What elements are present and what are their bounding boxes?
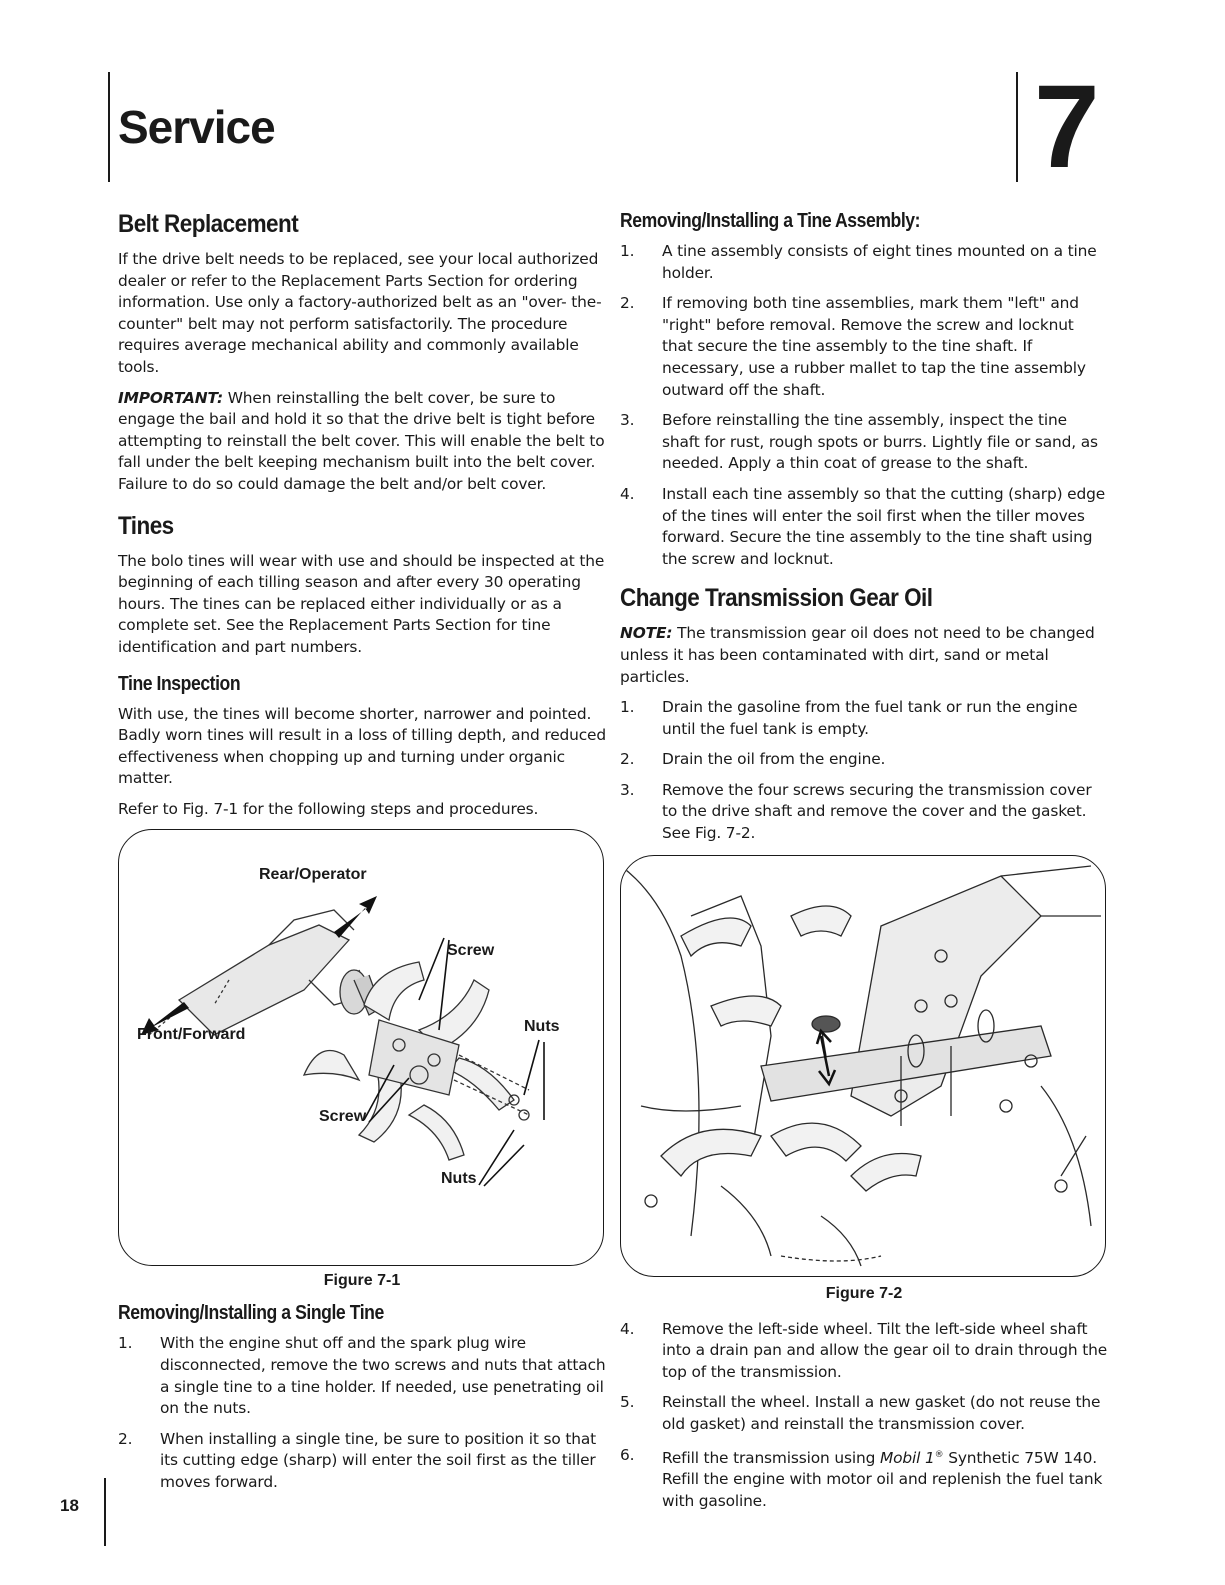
note-text: The transmission gear oil does not need to be changed unless it has been contaminated with dirt, sand or metal particles.	[620, 624, 1095, 686]
important-label: IMPORTANT:	[118, 388, 223, 407]
single-tine-steps	[118, 1333, 606, 1493]
list-item: 3. Before reinstalling the tine assembly, inspect the tine shaft for rust, rough spots or burrs. Lightly file or sand, as needed. Apply a thin coat of grease to the shaft.	[620, 411, 1098, 473]
figure-7-2-caption: Figure 7-2	[825, 1284, 903, 1302]
gear-oil-steps-a	[620, 697, 1108, 845]
list-item: 1. A tine assembly consists of eight tines mounted on a tine holder.	[620, 242, 1097, 282]
transmission-illustration	[621, 856, 1105, 1276]
right-column	[620, 210, 1108, 1523]
tines-heading: Tines	[118, 511, 174, 540]
figure-7-1	[118, 829, 604, 1266]
gear-oil-heading: Change Transmission Gear Oil	[620, 584, 933, 613]
rear-operator-label: Rear/Operator	[259, 866, 367, 884]
list-item: 4. Install each tine assembly so that the cutting (sharp) edge of the tines will enter the soil first when the tiller moves forward. Secure the tine assembly to the tine shaft using the screw and locknut.	[620, 484, 1106, 568]
important-paragraph	[118, 388, 606, 496]
tine-assembly-steps	[620, 241, 1108, 570]
tine-assembly-heading: Removing/Installing a Tine Assembly:	[620, 210, 921, 232]
tine-assembly-illustration	[119, 830, 603, 1265]
list-item: 2. If removing both tine assemblies, mark them "left" and "right" before removal. Remove the screw and locknut that secure the tine assembly to the tine shaft. If necessary, use a rubber mallet to tap the tine assembly outward off the shaft.	[620, 294, 1086, 399]
list-item: 1. Drain the gasoline from the fuel tank or run the engine until the fuel tank is empty.	[620, 698, 1078, 738]
important-text: When reinstalling the belt cover, be sure to engage the bail and hold it so that the drive belt is tight before attempting to reinstall the belt cover. This will enable the belt to fall under the belt keeping mechanism built into the belt cover. Failure to do so could damage the belt and/or belt cover.	[118, 388, 605, 493]
footer-rule	[104, 1478, 106, 1546]
figure-7-2	[620, 855, 1106, 1277]
list-item: 1. With the engine shut off and the spark plug wire disconnected, remove the two screws and nuts that attach a single tine to a tine holder. If needed, use penetrating oil on the nuts.	[118, 1334, 606, 1418]
screw-label-bottom: Screw	[319, 1108, 367, 1126]
list-item: 3. Remove the four screws securing the transmission cover to the drive shaft and remove the cover and the gasket. See Fig. 7-2.	[620, 780, 1092, 843]
list-item: 6. Refill the transmission using Mobil 1® Synthetic 75W 140. Refill the engine with motor oil and replenish the fuel tank with gasoline.	[620, 1445, 1103, 1510]
left-column	[118, 210, 606, 1504]
single-tine-heading: Removing/Installing a Single Tine	[118, 1302, 384, 1325]
gear-oil-steps-b	[620, 1319, 1108, 1513]
page-title: Service	[118, 101, 275, 153]
nuts-label-bottom: Nuts	[441, 1170, 477, 1188]
brand-name: Mobil 1	[879, 1448, 935, 1467]
nuts-label-top: Nuts	[524, 1018, 560, 1036]
list-item: 4. Remove the left-side wheel. Tilt the left-side wheel shaft into a drain pan and allow the gear oil to drain through the top of the transmission.	[620, 1319, 1108, 1381]
figure-7-1-caption: Figure 7-1	[323, 1272, 401, 1290]
inspection-paragraph: With use, the tines will become shorter, narrower and pointed. Badly worn tines will result in a loss of tilling depth, and reduced effectiveness when chopping up and turning under organic matter.	[118, 704, 606, 788]
list-item: 5. Reinstall the wheel. Install a new gasket (do not reuse the old gasket) and reinstall the transmission cover.	[620, 1393, 1101, 1434]
note-paragraph	[620, 623, 1108, 688]
header-rule-right	[1016, 72, 1018, 182]
page-number: 18	[60, 1496, 79, 1515]
belt-paragraph: If the drive belt needs to be replaced, see your local authorized dealer or refer to the Replacement Parts Section for ordering information. Use only a factory-authorized belt as an "over- the-counter" belt may not perform satisfactorily. The procedure requires average mechanical ability and commonly available tools.	[118, 250, 602, 376]
belt-replacement-heading: Belt Replacement	[118, 210, 299, 238]
front-forward-label: Front/Forward	[137, 1026, 246, 1044]
inspection-reference: Refer to Fig. 7-1 for the following steps and procedures.	[118, 799, 539, 818]
registered-mark: ®	[934, 1449, 944, 1460]
tine-inspection-heading: Tine Inspection	[118, 672, 241, 695]
note-label: NOTE:	[620, 624, 673, 643]
header-rule-left	[108, 72, 110, 182]
chapter-number: 7	[1034, 61, 1100, 193]
tines-paragraph: The bolo tines will wear with use and should be inspected at the beginning of each tilling season and after every 30 operating hours. The tines can be replaced either individually or as a complete set. See the Replacement Parts Section for tine identification and part numbers.	[118, 551, 605, 656]
screw-label-top: Screw	[447, 942, 495, 960]
list-item: 2. When installing a single tine, be sure to position it so that its cutting edge (sharp) will enter the soil first as the tiller moves forward.	[118, 1429, 597, 1492]
list-item: 2. Drain the oil from the engine.	[620, 750, 886, 769]
